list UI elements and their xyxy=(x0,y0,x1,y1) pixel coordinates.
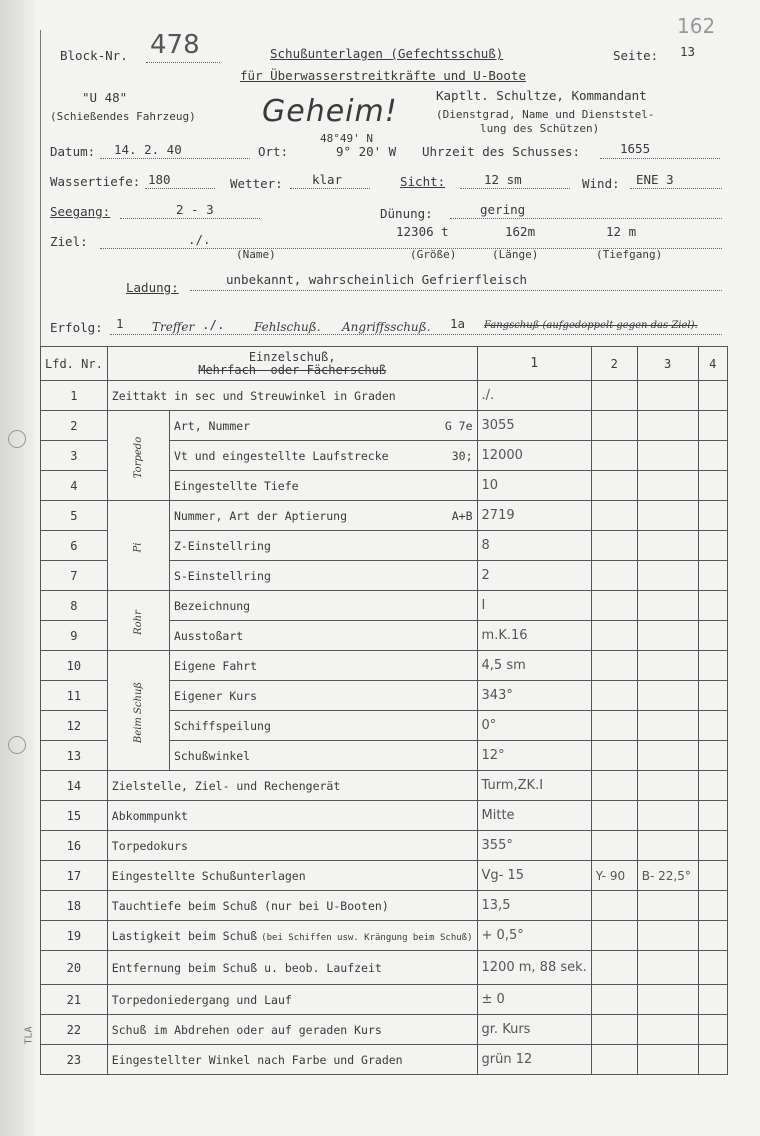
row-value-2 xyxy=(591,921,637,951)
row-label xyxy=(169,561,477,591)
header-title-line1: Einzelschuß, xyxy=(248,349,336,364)
row-value-3 xyxy=(637,771,698,801)
row-value-2 xyxy=(591,591,637,621)
row-value-4 xyxy=(698,411,727,441)
row-value-4 xyxy=(698,951,727,985)
row-label-text: Schiffspeilung xyxy=(173,718,271,733)
row-number: 13 xyxy=(41,741,108,771)
row-number: 5 xyxy=(41,501,108,531)
seite-label: Seite: xyxy=(613,48,659,63)
table-row xyxy=(41,501,728,531)
row-label xyxy=(107,831,477,861)
table-row xyxy=(41,891,728,921)
wetter-value: klar xyxy=(312,172,343,187)
row-value-3 xyxy=(637,801,698,831)
caption-name: (Name) xyxy=(236,248,276,261)
row-value-1: ./. xyxy=(477,381,591,411)
row-label-text: Eingestellter Winkel nach Farbe und Graden xyxy=(111,1052,403,1067)
row-label-text: Vt und eingestellte Laufstrecke xyxy=(173,448,389,463)
table-row xyxy=(41,801,728,831)
wind-value: ENE 3 xyxy=(636,172,674,187)
row-value-3 xyxy=(637,891,698,921)
row-value-1: Turm,ZK.I xyxy=(477,771,591,801)
row-value-3 xyxy=(637,621,698,651)
side-archive-mark: TLA xyxy=(23,1026,35,1045)
row-label xyxy=(169,441,477,471)
ziel-groesse-value: 12306 t xyxy=(396,224,449,239)
row-value-3 xyxy=(637,831,698,861)
punch-hole xyxy=(8,430,26,448)
uhrzeit-value: 1655 xyxy=(620,141,651,156)
table-row xyxy=(41,985,728,1015)
row-value-1: Mitte xyxy=(477,801,591,831)
row-value-3 xyxy=(637,711,698,741)
ladung-value: unbekannt, wahrscheinlich Gefrierfleisch xyxy=(226,272,528,287)
row-value-3 xyxy=(637,471,698,501)
table-row xyxy=(41,831,728,861)
row-label-text: Torpedoniedergang und Lauf xyxy=(111,992,292,1007)
row-value-2 xyxy=(591,381,637,411)
row-value-3 xyxy=(637,531,698,561)
row-value-4 xyxy=(698,711,727,741)
row-number: 20 xyxy=(41,951,108,985)
row-value-1: 2719 xyxy=(477,501,591,531)
row-number: 8 xyxy=(41,591,108,621)
dotted-line xyxy=(460,188,570,189)
fehlschuss-label: Fehlschuß. xyxy=(254,320,321,334)
header-col-4: 4 xyxy=(698,347,727,381)
row-label xyxy=(107,801,477,831)
table-row xyxy=(41,1015,728,1045)
dotted-line xyxy=(146,62,220,63)
secret-stamp: Geheim! xyxy=(262,94,398,129)
row-value-4 xyxy=(698,1045,727,1075)
datum-value: 14. 2. 40 xyxy=(114,142,182,157)
row-value-3 xyxy=(637,985,698,1015)
row-label-text: Bezeichnung xyxy=(173,598,251,613)
dotted-line xyxy=(100,158,250,159)
row-value-3 xyxy=(637,501,698,531)
table-row xyxy=(41,651,728,681)
row-label xyxy=(107,381,477,411)
uhrzeit-label: Uhrzeit des Schusses: xyxy=(422,144,581,159)
header-col-1: 1 xyxy=(477,347,591,381)
sicht-value: 12 sm xyxy=(484,172,522,187)
row-value-1: 1200 m, 88 sek. xyxy=(477,951,591,985)
row-value-4 xyxy=(698,741,727,771)
row-value-3 xyxy=(637,381,698,411)
row-label-text: Abkommpunkt xyxy=(111,808,188,823)
row-value-4 xyxy=(698,591,727,621)
row-value-4 xyxy=(698,471,727,501)
header-nr xyxy=(41,347,108,381)
row-value-3: B- 22,5° xyxy=(637,861,698,891)
row-label-text: Zeittakt in sec und Streuwinkel in Graden xyxy=(111,388,396,403)
table-row xyxy=(41,1045,728,1075)
row-number: 3 xyxy=(41,441,108,471)
row-value-2 xyxy=(591,711,637,741)
punch-hole xyxy=(8,736,26,754)
angriffsschuss-value: 1a xyxy=(450,316,466,331)
dotted-line xyxy=(190,290,722,291)
block-label: Block-Nr. xyxy=(60,48,128,63)
angriffsschuss-label: Angriffsschuß. xyxy=(342,320,431,334)
row-value-4 xyxy=(698,441,727,471)
row-extra-text: G 7e xyxy=(444,418,473,433)
ort-longitude: 9° 20' W xyxy=(336,144,397,159)
row-label xyxy=(107,985,477,1015)
row-number: 22 xyxy=(41,1015,108,1045)
boat-name: "U 48" xyxy=(82,90,128,105)
row-label-text: Schuß im Abdrehen oder auf geraden Kurs xyxy=(111,1022,382,1037)
row-label-text: Eingestellte Tiefe xyxy=(173,478,299,493)
row-extra-text: 30; xyxy=(451,448,473,463)
row-label-text: Art, Nummer xyxy=(173,418,251,433)
row-value-1: 12000 xyxy=(477,441,591,471)
row-label-text: Eigene Fahrt xyxy=(173,658,258,673)
row-label xyxy=(169,501,477,531)
row-label-text: Eigener Kurs xyxy=(173,688,258,703)
row-label-text: Eingestellte Schußunterlagen xyxy=(111,868,306,883)
row-label xyxy=(107,1045,477,1075)
row-number: 18 xyxy=(41,891,108,921)
duenung-value: gering xyxy=(480,202,526,217)
ziel-laenge-value: 162m xyxy=(505,224,536,239)
group-label-text: Rohr xyxy=(132,609,144,635)
wetter-label: Wetter: xyxy=(230,176,283,191)
row-value-3 xyxy=(637,441,698,471)
row-number: 14 xyxy=(41,771,108,801)
row-number: 17 xyxy=(41,861,108,891)
row-value-1: 4,5 sm xyxy=(477,651,591,681)
table-row xyxy=(41,411,728,441)
row-value-1: m.K.16 xyxy=(477,621,591,651)
row-number: 16 xyxy=(41,831,108,861)
fangschuss-label: Fangschuß (aufgedoppelt gegen das Ziel). xyxy=(484,320,698,331)
row-label-text: Entfernung beim Schuß u. beob. Laufzeit xyxy=(111,960,382,975)
seegang-label: Seegang: xyxy=(50,204,111,219)
row-value-2 xyxy=(591,891,637,921)
wassertiefe-value: 180 xyxy=(148,172,171,187)
row-label-text: Z-Einstellring xyxy=(173,538,271,553)
row-value-4 xyxy=(698,801,727,831)
row-label xyxy=(169,621,477,651)
row-value-3 xyxy=(637,561,698,591)
ziel-label: Ziel: xyxy=(50,234,88,249)
row-value-4 xyxy=(698,621,727,651)
row-label xyxy=(169,681,477,711)
row-value-3 xyxy=(637,1045,698,1075)
header-title xyxy=(107,347,477,381)
row-value-2 xyxy=(591,531,637,561)
row-label xyxy=(107,951,477,985)
row-label xyxy=(169,411,477,441)
row-value-4 xyxy=(698,1015,727,1045)
row-value-4 xyxy=(698,861,727,891)
erfolg-treffer-value: 1 xyxy=(116,316,124,331)
row-value-1: ± 0 xyxy=(477,985,591,1015)
duenung-label: Dünung: xyxy=(380,206,433,221)
row-number: 11 xyxy=(41,681,108,711)
row-value-4 xyxy=(698,831,727,861)
erfolg-fehl-value: ./. xyxy=(202,317,225,332)
row-value-1: 355° xyxy=(477,831,591,861)
row-value-1: I xyxy=(477,591,591,621)
group-label-text: Torpedo xyxy=(132,436,144,478)
table-row xyxy=(41,921,728,951)
row-value-2 xyxy=(591,741,637,771)
row-value-3 xyxy=(637,681,698,711)
row-value-2 xyxy=(591,621,637,651)
title-line1: Schußunterlagen (Gefechtsschuß) xyxy=(270,46,504,61)
row-value-4 xyxy=(698,561,727,591)
page-edge xyxy=(0,0,34,1136)
row-number: 7 xyxy=(41,561,108,591)
row-label-text: Tauchtiefe beim Schuß (nur bei U-Booten) xyxy=(111,898,389,913)
table-row xyxy=(41,861,728,891)
table-row xyxy=(41,381,728,411)
dotted-line xyxy=(120,218,260,219)
dotted-line xyxy=(450,218,722,219)
row-value-2 xyxy=(591,771,637,801)
ort-latitude: 48°49' N xyxy=(320,132,373,145)
row-value-4 xyxy=(698,501,727,531)
row-value-2 xyxy=(591,561,637,591)
row-value-2 xyxy=(591,441,637,471)
row-label-text: Torpedokurs xyxy=(111,838,188,853)
header-col-2: 2 xyxy=(591,347,637,381)
row-label xyxy=(169,591,477,621)
row-value-4 xyxy=(698,985,727,1015)
row-value-3 xyxy=(637,921,698,951)
table-row xyxy=(41,771,728,801)
row-value-2 xyxy=(591,411,637,441)
row-number: 6 xyxy=(41,531,108,561)
wassertiefe-label: Wassertiefe: xyxy=(50,174,141,189)
header-title-line2: Mehrfach- oder Fächerschuß xyxy=(198,362,387,377)
row-value-1: Vg- 15 xyxy=(477,861,591,891)
row-label-text: Ausstoßart xyxy=(173,628,244,643)
row-label xyxy=(169,711,477,741)
treffer-label: Treffer xyxy=(152,320,195,334)
commander-caption-1: (Dienstgrad, Name und Dienststel- xyxy=(436,108,655,121)
row-value-4 xyxy=(698,771,727,801)
shot-data-table xyxy=(40,346,728,1075)
row-value-2 xyxy=(591,471,637,501)
row-value-3 xyxy=(637,591,698,621)
row-number: 23 xyxy=(41,1045,108,1075)
row-number: 2 xyxy=(41,411,108,441)
group-label-pi xyxy=(107,501,169,591)
row-number: 9 xyxy=(41,621,108,651)
header-col-3: 3 xyxy=(637,347,698,381)
row-label xyxy=(169,741,477,771)
row-number: 10 xyxy=(41,651,108,681)
dotted-line xyxy=(110,334,722,335)
row-value-4 xyxy=(698,921,727,951)
group-label-text: Beim Schuß xyxy=(132,681,144,743)
commander-caption-2: lung des Schützen) xyxy=(480,122,600,135)
caption-tiefgang: (Tiefgang) xyxy=(596,248,663,261)
row-label xyxy=(169,531,477,561)
row-value-2 xyxy=(591,651,637,681)
row-label-text: Lastigkeit beim Schuß xyxy=(111,928,258,943)
ort-label: Ort: xyxy=(258,144,289,159)
row-value-1: 8 xyxy=(477,531,591,561)
row-value-1: 13,5 xyxy=(477,891,591,921)
row-value-2 xyxy=(591,951,637,985)
row-value-2 xyxy=(591,985,637,1015)
dotted-line xyxy=(290,188,370,189)
row-value-1: 2 xyxy=(477,561,591,591)
group-label-rohr xyxy=(107,591,169,651)
seegang-value: 2 - 3 xyxy=(176,202,214,217)
row-label xyxy=(107,891,477,921)
row-number: 12 xyxy=(41,711,108,741)
ziel-tiefgang-value: 12 m xyxy=(606,224,637,239)
row-value-3 xyxy=(637,411,698,441)
archive-page-mark: 162 xyxy=(677,14,716,38)
row-value-4 xyxy=(698,681,727,711)
row-label xyxy=(107,921,477,951)
row-extra-text: A+B xyxy=(451,508,473,523)
header-nr-text: Lfd. Nr. xyxy=(45,356,103,371)
table-row xyxy=(41,591,728,621)
caption-laenge: (Länge) xyxy=(492,248,539,261)
caption-groesse: (Größe) xyxy=(410,248,457,261)
row-value-2 xyxy=(591,1015,637,1045)
row-number: 15 xyxy=(41,801,108,831)
table-header-row xyxy=(41,347,728,381)
row-value-4 xyxy=(698,891,727,921)
row-value-2 xyxy=(591,501,637,531)
row-label xyxy=(169,651,477,681)
row-value-4 xyxy=(698,381,727,411)
row-value-4 xyxy=(698,651,727,681)
row-number: 4 xyxy=(41,471,108,501)
row-value-1: grün 12 xyxy=(477,1045,591,1075)
row-value-2 xyxy=(591,681,637,711)
dotted-line xyxy=(600,158,720,159)
block-number: 478 xyxy=(150,30,200,60)
row-label xyxy=(169,471,477,501)
row-value-2: Y- 90 xyxy=(591,861,637,891)
boat-caption: (Schießendes Fahrzeug) xyxy=(50,110,196,123)
row-label-text: Zielstelle, Ziel- und Rechengerät xyxy=(111,778,341,793)
seite-number: 13 xyxy=(680,44,696,59)
row-value-1: 10 xyxy=(477,471,591,501)
row-value-3 xyxy=(637,741,698,771)
ladung-label: Ladung: xyxy=(126,280,179,295)
row-label xyxy=(107,861,477,891)
row-label xyxy=(107,1015,477,1045)
group-label-beim_schuss xyxy=(107,651,169,771)
datum-label: Datum: xyxy=(50,144,96,159)
row-value-1: + 0,5° xyxy=(477,921,591,951)
dotted-line xyxy=(630,188,722,189)
row-label-text: Schußwinkel xyxy=(173,748,251,763)
row-label-text: S-Einstellring xyxy=(173,568,271,583)
row-extra-text: (bei Schiffen usw. Krängung beim Schuß) xyxy=(261,932,473,943)
row-value-3 xyxy=(637,1015,698,1045)
group-label-torpedo xyxy=(107,411,169,501)
row-number: 1 xyxy=(41,381,108,411)
title-line2: für Überwasserstreitkräfte und U-Boote xyxy=(240,68,526,83)
erfolg-label: Erfolg: xyxy=(50,320,103,335)
row-number: 21 xyxy=(41,985,108,1015)
sicht-label: Sicht: xyxy=(400,174,446,189)
row-value-2 xyxy=(591,831,637,861)
row-label xyxy=(107,771,477,801)
row-value-1: gr. Kurs xyxy=(477,1015,591,1045)
group-label-text: Pi xyxy=(132,542,144,552)
row-value-3 xyxy=(637,651,698,681)
row-value-1: 343° xyxy=(477,681,591,711)
row-value-2 xyxy=(591,801,637,831)
row-value-3 xyxy=(637,951,698,985)
commander: Kaptlt. Schultze, Kommandant xyxy=(436,88,647,103)
row-value-4 xyxy=(698,531,727,561)
row-number: 19 xyxy=(41,921,108,951)
ziel-name-value: ./. xyxy=(188,232,211,247)
row-value-1: 12° xyxy=(477,741,591,771)
row-value-1: 0° xyxy=(477,711,591,741)
row-label-text: Nummer, Art der Aptierung xyxy=(173,508,348,523)
row-value-1: 3055 xyxy=(477,411,591,441)
row-value-2 xyxy=(591,1045,637,1075)
table-row xyxy=(41,951,728,985)
wind-label: Wind: xyxy=(582,176,620,191)
dotted-line xyxy=(145,188,215,189)
